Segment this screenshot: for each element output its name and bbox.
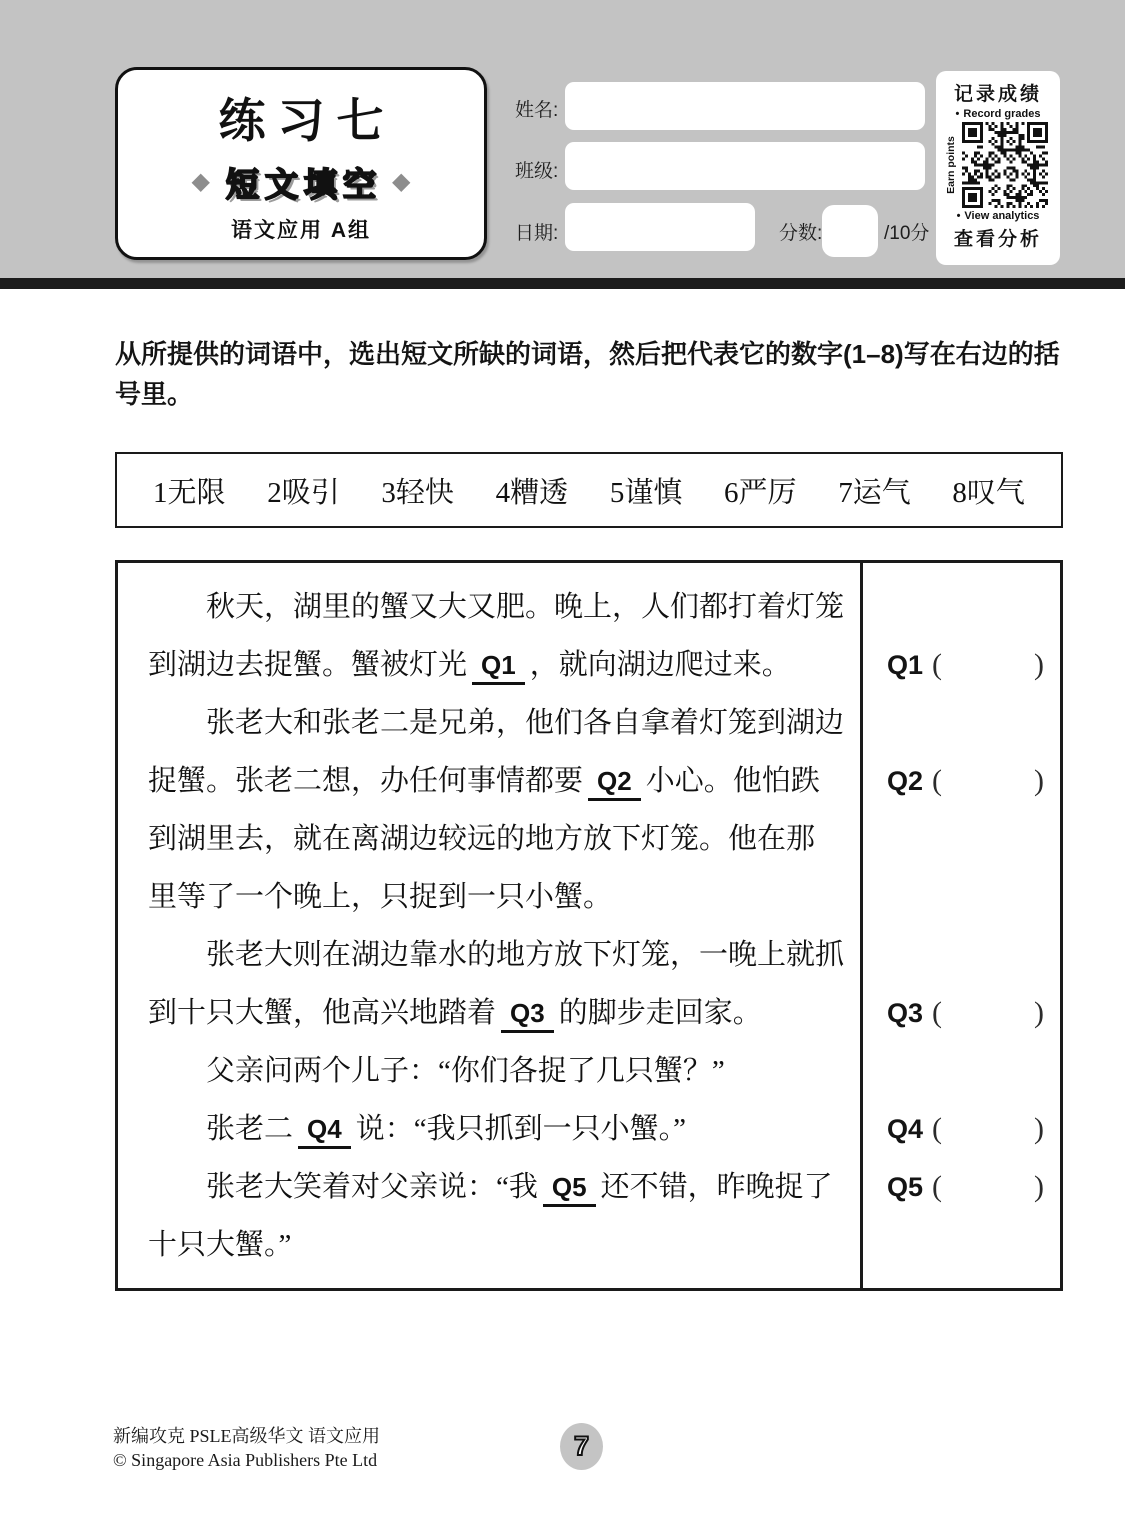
exercise-subtitle: 短文填空	[226, 165, 382, 203]
qr-bottom-label-cn: 查看分析	[953, 229, 1042, 250]
name-input[interactable]	[565, 82, 925, 130]
instructions-line-1: 从所提供的词语中，选出短文所缺的词语，然后把代表它的数字(1–8)写在右边的括	[115, 339, 1060, 369]
passage-segment: 父亲问两个儿子：“你们各捉了几只蟹？”	[206, 1055, 725, 1087]
footer-book-title: 新编攻克 PSLE高级华文 语文应用	[113, 1426, 381, 1446]
qr-view-analytics-label: • View analytics	[956, 210, 1040, 222]
answer-slot-q3[interactable]	[887, 984, 1044, 1042]
passage-segment: 张老二	[206, 1113, 294, 1145]
passage-segment: 里等了一个晚上，只捉到一只小蟹。	[148, 881, 613, 913]
footer-copyright: © Singapore Asia Publishers Pte Ltd	[113, 1450, 378, 1470]
passage-line	[148, 810, 840, 868]
close-paren: )	[1034, 996, 1045, 1029]
answer-label-q4: Q4	[887, 1113, 924, 1144]
answer-slot-q2[interactable]	[887, 752, 1044, 810]
inline-blank-q2: Q2	[588, 764, 641, 801]
bullet-icon: •	[955, 108, 960, 120]
word-bank-item-7: 7运气	[838, 476, 911, 509]
close-paren: )	[1034, 1112, 1045, 1145]
passage-segment: 的脚步走回家。	[558, 997, 762, 1029]
open-paren: (	[932, 764, 943, 797]
score-label: 分数:	[779, 223, 823, 244]
passage-segment: 张老大笑着对父亲说：“我	[206, 1171, 538, 1203]
header-divider-bar	[0, 278, 1125, 289]
qr-panel	[936, 71, 1060, 265]
header-band	[0, 0, 1125, 278]
passage-line	[148, 1100, 840, 1158]
passage-segment: 到湖里去，就在离湖边较远的地方放下灯笼。他在那	[148, 823, 816, 855]
close-paren: )	[1034, 764, 1045, 797]
word-bank-item-3: 3轻快	[381, 476, 454, 509]
open-paren: (	[932, 1112, 943, 1145]
passage-segment: 秋天，湖里的蟹又大又肥。晚上，人们都打着灯笼	[206, 591, 845, 623]
page-number: 7	[573, 1431, 590, 1461]
instructions-line-2: 号里。	[115, 379, 194, 409]
passage-text	[118, 563, 860, 1288]
instructions	[115, 334, 1075, 414]
answer-slot-q5[interactable]	[887, 1158, 1044, 1216]
score-input[interactable]	[822, 205, 878, 257]
passage-segment: 张老大则在湖边靠水的地方放下灯笼，一晚上就抓	[206, 939, 845, 971]
class-input[interactable]	[565, 142, 925, 190]
exercise-series: 语文应用 A组	[231, 218, 371, 242]
open-paren: (	[932, 1170, 943, 1203]
answer-label-q5: Q5	[887, 1171, 924, 1202]
passage-segment: 到十只大蟹，他高兴地踏着	[148, 997, 497, 1029]
qr-code	[962, 122, 1048, 208]
passage-segment: 还不错，昨晚捉了	[600, 1171, 833, 1203]
answer-slot-q4[interactable]	[887, 1100, 1044, 1158]
diamond-icon: ◆	[392, 168, 411, 195]
passage-segment: 到湖边去捉蟹。蟹被灯光	[148, 649, 468, 681]
open-paren: (	[932, 996, 943, 1029]
inline-blank-q3: Q3	[501, 996, 554, 1033]
diamond-icon: ◆	[191, 168, 210, 195]
answer-label-q1: Q1	[887, 649, 924, 680]
word-bank-item-1: 1无限	[153, 476, 226, 509]
passage-segment: 捉蟹。张老二想，办任何事情都要	[148, 765, 584, 797]
close-paren: )	[1034, 648, 1045, 681]
score-max-label: /10分	[884, 223, 930, 244]
answer-label-q3: Q3	[887, 997, 924, 1028]
passage-line	[148, 1216, 840, 1274]
passage-line	[148, 868, 840, 926]
name-label: 姓名:	[515, 100, 559, 121]
word-bank-item-2: 2吸引	[267, 476, 340, 509]
inline-blank-q4: Q4	[298, 1112, 351, 1149]
passage-segment: 说：“我只抓到一只小蟹。”	[355, 1113, 686, 1145]
passage-segment: 十只大蟹。”	[148, 1229, 292, 1261]
word-bank	[115, 452, 1063, 528]
qr-top-label-cn: 记录成绩	[953, 84, 1042, 105]
date-input[interactable]	[565, 203, 755, 251]
passage-line	[148, 694, 845, 752]
exercise-title: 练习七	[218, 93, 396, 147]
date-label: 日期:	[515, 223, 559, 244]
open-paren: (	[932, 648, 943, 681]
qr-earn-points-label: Earn points	[945, 136, 957, 194]
passage-line	[148, 1042, 840, 1100]
answer-column	[860, 563, 1060, 1288]
answer-label-q2: Q2	[887, 765, 924, 796]
word-bank-item-5: 5谨慎	[609, 476, 683, 509]
page-number-badge	[560, 1423, 603, 1470]
passage-box	[115, 560, 1063, 1291]
passage-line	[148, 578, 845, 636]
word-bank-item-6: 6严厉	[724, 476, 797, 509]
passage-segment: ，就向湖边爬过来。	[529, 649, 791, 681]
exercise-subtitle-row	[192, 159, 411, 206]
exercise-title-box	[115, 67, 487, 260]
word-bank-item-8: 8叹气	[952, 476, 1025, 509]
passage-line	[148, 636, 840, 694]
passage-line	[148, 1158, 840, 1216]
qr-record-grades-label: • Record grades	[955, 108, 1041, 120]
passage-line	[148, 926, 845, 984]
passage-segment: 小心。他怕跌	[645, 765, 820, 797]
bullet-icon: •	[956, 210, 961, 222]
qr-wrap	[940, 122, 1056, 208]
answer-slot-q1[interactable]	[887, 636, 1044, 694]
close-paren: )	[1034, 1170, 1045, 1203]
word-bank-item-4: 4糟透	[495, 476, 569, 509]
passage-line	[148, 752, 840, 810]
inline-blank-q5: Q5	[543, 1170, 596, 1207]
inline-blank-q1: Q1	[472, 648, 525, 685]
passage-line	[148, 984, 840, 1042]
class-label: 班级:	[515, 161, 559, 182]
passage-segment: 张老大和张老二是兄弟，他们各自拿着灯笼到湖边	[206, 707, 845, 739]
